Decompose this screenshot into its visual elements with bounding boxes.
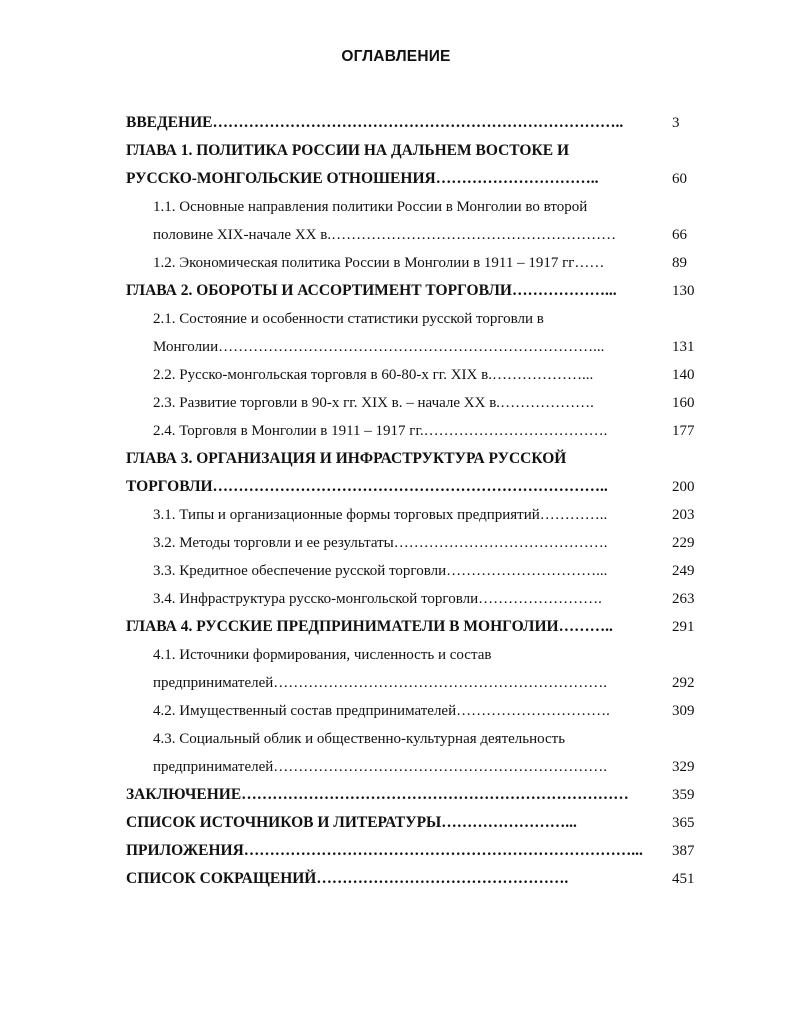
toc-dot-leader: ………………………………. [423, 423, 608, 439]
toc-entry-title: предпринимателей [153, 759, 274, 775]
toc-entry-title: предпринимателей [153, 675, 274, 691]
toc-page-number: 140 [672, 367, 695, 383]
toc-page-number: 130 [672, 283, 695, 299]
toc-page-number: 329 [672, 759, 695, 775]
toc-entry-title: 4.2. Имущественный состав предпринимателей [153, 703, 457, 719]
toc-dot-leader: …………………………………………………………. [273, 675, 608, 691]
toc-entry-title: ВВЕДЕНИЕ [126, 114, 213, 131]
toc-entry-section-2-1-cont [153, 336, 653, 358]
toc-entry-title: 3.2. Методы торговли и ее результаты [153, 535, 394, 551]
toc-entry-title: ПРИЛОЖЕНИЯ [126, 842, 244, 859]
toc-page-number: 249 [672, 563, 695, 579]
toc-dot-leader: ………………………………………………………………….. [212, 478, 608, 495]
toc-page-number: 89 [672, 255, 687, 271]
toc-entry-section-3-2 [153, 532, 657, 554]
toc-entry-title: 1.2. Экономическая политика России в Монголии в 1911 – 1917 гг [153, 255, 575, 271]
toc-dot-leader: ………………………………………………………………… [241, 786, 629, 803]
toc-dot-leader: ………………... [511, 282, 617, 299]
toc-page-number: 203 [672, 507, 695, 523]
toc-dot-leader: …………………………………………………………. [273, 759, 608, 775]
page-title: ОГЛАВЛЕНИЕ [341, 48, 451, 65]
toc-dot-leader: ………………………………………………… [331, 227, 617, 243]
toc-dot-leader: ……………………... [441, 814, 577, 831]
toc-page-number: 359 [672, 787, 695, 803]
toc-entry-introduction [126, 112, 654, 134]
toc-dot-leader: …………………………………………………………………... [243, 842, 643, 859]
toc-entry-title: РУССКО-МОНГОЛЬСКИЕ ОТНОШЕНИЯ [126, 170, 436, 187]
toc-entry-chapter-4 [126, 616, 652, 638]
toc-page-number: 160 [672, 395, 695, 411]
toc-entry-title: 4.1. Источники формирования, численность и состав [153, 647, 492, 663]
toc-dot-leader: …………………………………………………………………….. [212, 114, 624, 131]
toc-page-number: 263 [672, 591, 695, 607]
toc-entry-section-1-2 [153, 252, 653, 274]
toc-dot-leader: ………………………….. [435, 170, 599, 187]
toc-page-number: 177 [672, 423, 695, 439]
toc-entry-section-2-2 [153, 364, 655, 386]
toc-dot-leader: ………….. [539, 507, 608, 523]
toc-page-number: 451 [672, 871, 695, 887]
toc-entry-section-1-1 [153, 196, 663, 218]
toc-entry-section-3-4 [153, 588, 655, 610]
toc-entry-chapter-1-cont [126, 168, 648, 190]
toc-entry-title: 1.1. Основные направления политики России в Монголии во второй [153, 199, 588, 215]
toc-page-number: 291 [672, 619, 695, 635]
toc-entry-title: 2.3. Развитие торговли в 90-х гг. XIX в. – начале XX в. [153, 395, 501, 411]
toc-entry-section-4-1 [153, 644, 663, 666]
toc-entry-chapter-2 [126, 280, 650, 302]
toc-entry-title: ГЛАВА 3. ОРГАНИЗАЦИЯ И ИНФРАСТРУКТУРА РУССКОЙ [126, 450, 567, 467]
toc-entry-abbreviations [126, 868, 656, 890]
toc-entry-title: ГЛАВА 1. ПОЛИТИКА РОССИИ НА ДАЛЬНЕМ ВОСТОКЕ И [126, 142, 569, 159]
toc-dot-leader: …………………………………………………………………... [218, 339, 605, 355]
toc-entry-title: СПИСОК ИСТОЧНИКОВ И ЛИТЕРАТУРЫ [126, 814, 442, 831]
toc-entry-section-1-1-cont [153, 224, 645, 246]
toc-dot-leader: ……………………………………. [393, 535, 608, 551]
toc-entry-title: 2.1. Состояние и особенности статистики русской торговли в [153, 311, 544, 327]
toc-entry-section-2-1 [153, 308, 663, 330]
toc-page-number: 131 [672, 339, 695, 355]
toc-entry-sources [126, 812, 656, 834]
toc-page-number: 309 [672, 703, 695, 719]
toc-entry-title: ЗАКЛЮЧЕНИЕ [126, 786, 242, 803]
toc-dot-leader: …………………………. [456, 703, 610, 719]
toc-page-number: 66 [672, 227, 687, 243]
toc-entry-section-4-3-cont [153, 756, 653, 778]
toc-entry-section-2-3 [153, 392, 655, 414]
toc-entry-title: 4.3. Социальный облик и общественно-культурная деятельность [153, 731, 566, 747]
toc-page-number: 200 [672, 479, 695, 495]
toc-page-number: 60 [672, 171, 687, 187]
toc-entry-chapter-3-cont [126, 476, 654, 498]
toc-entry-appendices [126, 840, 656, 862]
toc-entry-title: 3.4. Инфраструктура русско-монгольской торговли [153, 591, 479, 607]
toc-entry-section-2-4 [153, 420, 657, 442]
toc-dot-leader: ………………... [491, 367, 594, 383]
toc-entry-chapter-1 [126, 140, 666, 162]
toc-dot-leader: ……….. [558, 618, 613, 635]
toc-entry-title: 3.1. Типы и организационные формы торговых предприятий [153, 507, 540, 523]
toc-dot-leader: …………………………... [446, 563, 608, 579]
toc-entry-title: 3.3. Кредитное обеспечение русской торговли [153, 563, 447, 579]
toc-page-number: 292 [672, 675, 695, 691]
toc-page-number: 229 [672, 535, 695, 551]
toc-page-number: 3 [672, 115, 680, 131]
toc-entry-title: Монголии [153, 339, 219, 355]
toc-entry-section-3-3 [153, 560, 655, 582]
toc-entry-conclusion [126, 784, 656, 806]
toc-dot-leader: ……………………. [478, 591, 602, 607]
toc-page-number: 365 [672, 815, 695, 831]
toc-entry-title: ГЛАВА 2. ОБОРОТЫ И АССОРТИМЕНТ ТОРГОВЛИ [126, 282, 512, 299]
toc-entry-chapter-3 [126, 448, 666, 470]
toc-entry-section-4-1-cont [153, 672, 653, 694]
toc-entry-title: ТОРГОВЛИ [126, 478, 213, 495]
toc-dot-leader: ………………. [500, 395, 594, 411]
toc-entry-title: СПИСОК СОКРАЩЕНИЙ [126, 870, 317, 887]
toc-entry-section-4-2 [153, 700, 655, 722]
toc-dot-leader: …… [574, 255, 605, 271]
toc-entry-title: ГЛАВА 4. РУССКИЕ ПРЕДПРИНИМАТЕЛИ В МОНГОЛИИ [126, 618, 559, 635]
toc-entry-section-3-1 [153, 504, 653, 526]
toc-entry-title: 2.4. Торговля в Монголии в 1911 – 1917 гг. [153, 423, 424, 439]
toc-entry-title: 2.2. Русско-монгольская торговля в 60-80-х гг. XIX в. [153, 367, 492, 383]
toc-page-number: 387 [672, 843, 695, 859]
toc-dot-leader: …………………………………………. [316, 870, 569, 887]
toc-entry-title: половине XIX-начале XX в. [153, 227, 332, 243]
toc-entry-section-4-3 [153, 728, 663, 750]
